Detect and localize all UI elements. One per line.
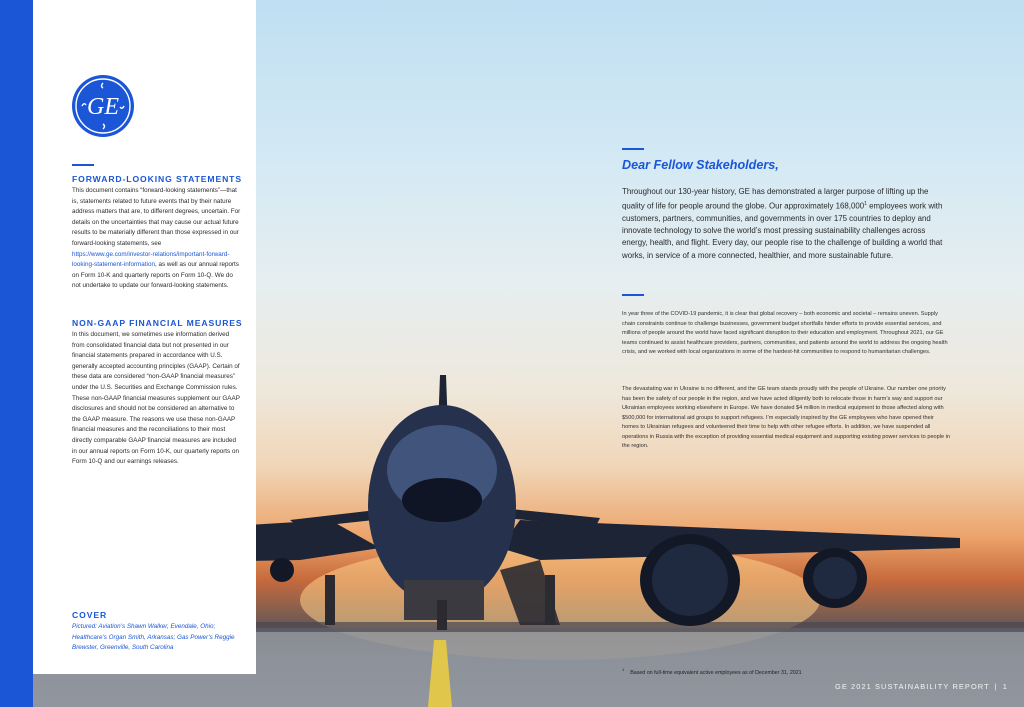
letter-mid-rule — [622, 294, 644, 296]
footnote-text: Based on full-time equivalent active employees as of December 31, 2021 — [630, 669, 802, 676]
ge-logo-icon — [72, 75, 134, 137]
intro-paragraph — [622, 186, 950, 262]
footnote-marker: 1 — [622, 667, 625, 672]
page-number: 1 — [1002, 682, 1008, 691]
page-footer — [835, 682, 1008, 691]
cover-heading: COVER — [72, 610, 108, 620]
body-paragraph-covid: In year three of the COVID-19 pandemic, it is clear that global recovery – both economic and societal – remains uneven. Supply chain constraints continue to challenge businesses, government budget shortfalls hinder efforts to provide essential services, and millions of people around the world have faced significant disruption to their education and employment. Throughout 2021, our GE teams continued to assist healthcare providers, partners, communities, and patients around the world to address the ongoing health crisis, and we worked with local organizations in some of the hardest-hit communities to respond to humanitarian challenges. — [622, 311, 948, 355]
footnote — [622, 667, 802, 676]
salutation: Dear Fellow Stakeholders, — [622, 158, 779, 172]
sidebar-panel — [33, 0, 256, 674]
report-title: GE 2021 SUSTAINABILITY REPORT — [835, 682, 990, 691]
ge-logo-text: GE — [87, 94, 119, 120]
non-gaap-heading: NON-GAAP FINANCIAL MEASURES — [72, 318, 243, 328]
body-paragraph-ukraine: The devastating war in Ukraine is no different, and the GE team stands proudly with the people of Ukraine. Our number one priority has been the safety of our people in the region, and we have acted diligently both to relocate those in harm’s way and support our Ukrainian employees working elsewhere in Europe. We have donated $4 million in medical equipment to those affected along with $500,000 for international aid groups to support refugees. I’m especially inspired by the GE employees who have opened their homes to Ukrainian refugees and volunteered their time to help with other refugee efforts. In addition, we have suspended all operations in Russia with the exception of providing essential medical equipment and supporting existing power services to people in the region. — [622, 386, 951, 449]
left-blue-strip — [0, 0, 33, 707]
forward-looking-heading: FORWARD-LOOKING STATEMENTS — [72, 174, 242, 184]
letter-top-rule — [622, 148, 644, 150]
section-rule — [72, 164, 94, 166]
cover-caption: Pictured: Aviation’s Shawn Walker, Evendale, Ohio; Healthcare’s Organ Smith, Arkansas; Gas Power’s Reggie Brewster, Greenville, South Carolina — [72, 623, 235, 652]
footer-separator: | — [994, 682, 998, 691]
forward-looking-text — [72, 186, 242, 292]
intro-text-start: Throughout our 130-year history, GE has demonstrated a larger purpose of lifting up the quality of life for people around the globe. Our approximately 168,000 — [622, 187, 929, 211]
forward-looking-text-end: , as well as our annual reports on Form 10-K and quarterly reports on Form 10-Q. We do not undertake to update our forward-looking statements. — [72, 261, 239, 290]
forward-looking-link[interactable]: https://www.ge.com/investor-relations/important-forward-looking-statement-information — [72, 250, 230, 269]
footnote-ref: 1 — [864, 201, 867, 208]
forward-looking-text-start: This document contains “forward-looking statements”—that is, statements related to future events that by their nature address matters that are, to different degrees, uncertain. For details on the uncertainties that may cause our actual future results to be materially different than those expressed in our forward-looking statements, see — [72, 187, 241, 247]
non-gaap-text: In this document, we sometimes use information derived from consolidated financial data but not presented in our financial statements prepared in accordance with U.S. generally accepted accounting principles (GAAP). Certain of these data are considered “non-GAAP financial measures” under the U.S. Securities and Exchange Commission rules. These non-GAAP financial measures supplement our GAAP disclosures and should not be considered an alternative to the GAAP measure. The reasons we use these non-GAAP financial measures and the reconciliations to their most directly comparable GAAP financial measures are included in our annual reports on Form 10-K, our quarterly reports on Form 10-Q and our earnings releases. — [72, 331, 240, 466]
intro-text-end: employees work with customers, partners, communities, and governments in over 175 countries to deploy and innovate technology to solve the world’s most pressing sustainability challenges across energy, health, and flight. Every day, our people rise to the challenge of building a world that works, in service of a more connected, healthier, and more sustainable future. — [622, 201, 943, 260]
